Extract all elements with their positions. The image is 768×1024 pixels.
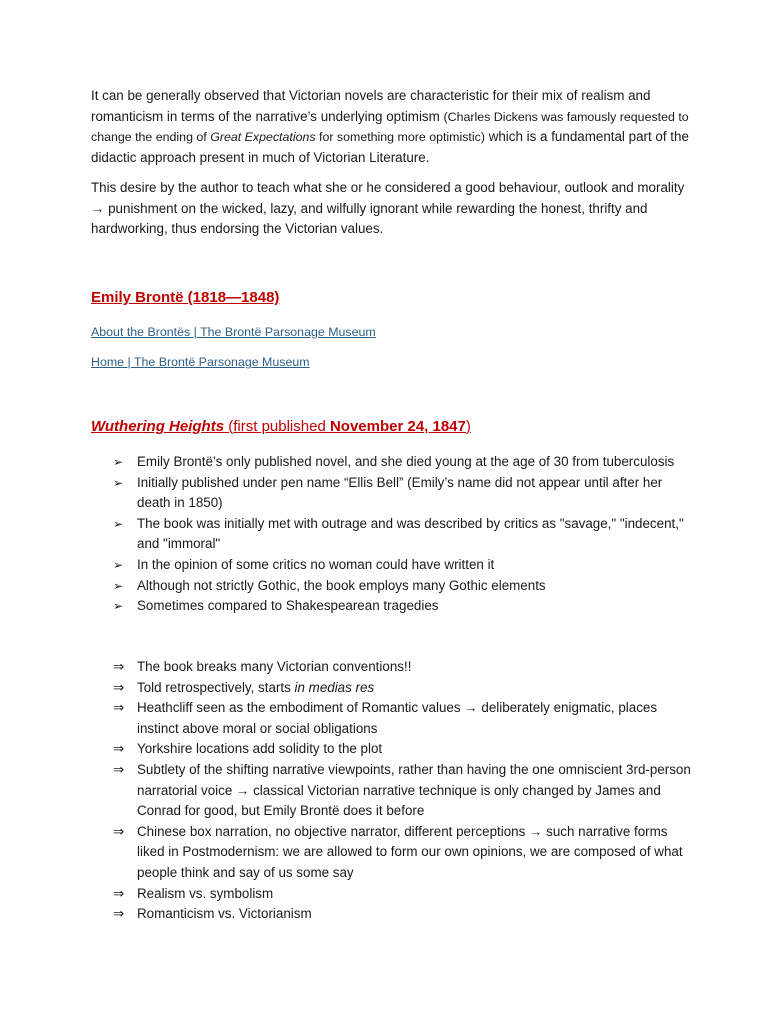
arrowhead-bullet-icon: ➢ (113, 455, 124, 469)
intro-paragraph-2 (91, 178, 691, 240)
list-item-text: The book was initially met with outrage and was described by critics as "savage," "indecent," and "immoral" (137, 515, 684, 552)
double-arrow-icon: ⇒ (113, 659, 125, 674)
list-item-text-end: deliberately enigmatic, places instinct above moral or social obligations (137, 700, 658, 736)
right-arrow-icon: → (91, 200, 105, 216)
wuthering-heights-heading (91, 418, 471, 435)
list-item (113, 822, 693, 884)
dickens-aside-end: for something more optimistic) (315, 130, 485, 144)
list-item-text: Although not strictly Gothic, the book employs many Gothic elements (137, 577, 546, 593)
list-item-text: Emily Brontë’s only published novel, and she died young at the age of 30 from tuberculosis (137, 454, 675, 469)
double-arrow-icon: ⇒ (113, 700, 125, 716)
first-published-label: first published (233, 418, 330, 435)
list-item-text: Sometimes compared to Shakespearean tragedies (137, 598, 439, 614)
list-item-text: Romanticism vs. Victorianism (137, 906, 312, 922)
list-item (113, 904, 693, 925)
list-item (113, 555, 693, 576)
intro-text-end: which is a fundamental part of the didactic approach present in much of Victorian Literature. (91, 129, 689, 165)
wuthering-heights-title: Wuthering Heights (91, 418, 225, 435)
arrowhead-bullet-icon: ➢ (113, 557, 124, 572)
publication-date: November 24, 1847 (329, 418, 466, 435)
list-item (113, 452, 693, 473)
intro-p2-text-end: punishment on the wicked, lazy, and wilfully ignorant while rewarding the honest, thrifty and hardworking, thus endorsing the Victorian values. (91, 200, 648, 236)
dickens-aside-text: (Charles Dickens was famously requested to change the ending of (91, 109, 689, 144)
list-item-text: Yorkshire locations add solidity to the plot (137, 741, 383, 757)
list-item-text: Heathcliff seen as the embodiment of Romantic values (137, 700, 465, 716)
about-brontes-link[interactable]: About the Brontës | The Brontë Parsonage Museum (91, 325, 376, 339)
list-item (113, 473, 693, 514)
list-item (113, 739, 693, 760)
list-item-text: Realism vs. symbolism (137, 885, 274, 901)
double-arrow-icon: ⇒ (113, 741, 125, 757)
list-item (113, 884, 693, 905)
double-arrow-icon: ⇒ (113, 761, 125, 777)
list-item-text: Told retrospectively, starts (137, 679, 295, 695)
list-item (113, 596, 693, 617)
heading-paren-close: ) (465, 418, 471, 435)
list-item-text: Initially published under pen name “Ellis Bell” (Emily’s name did not appear until after her death in 1850) (137, 474, 663, 511)
right-arrow-icon: → (464, 700, 478, 716)
intro-text: It can be generally observed that Victorian novels are characteristic for their mix of realism and romanticism in terms of the narrative’s underlying optimism (91, 88, 651, 124)
arrowhead-bullet-icon: ➢ (113, 578, 124, 593)
right-arrow-icon: → (529, 823, 543, 839)
double-arrow-icon: ⇒ (113, 885, 125, 901)
arrowhead-bullet-icon: ➢ (113, 475, 124, 490)
analysis-arrow-list (113, 657, 693, 925)
in-medias-res-text: in medias res (294, 679, 375, 695)
heading-paren-open: ( (224, 418, 234, 435)
great-expectations-title: Great Expectations (210, 130, 316, 144)
list-item (113, 657, 693, 678)
intro-paragraph-1 (91, 86, 691, 168)
list-item (113, 678, 693, 699)
list-item (113, 514, 693, 555)
list-item (113, 698, 693, 739)
facts-bullet-list (113, 452, 693, 617)
double-arrow-icon: ⇒ (113, 679, 125, 695)
home-parsonage-link[interactable]: Home | The Brontë Parsonage Museum (91, 355, 310, 369)
list-item-text: Chinese box narration, no objective narrator, different perceptions (137, 823, 530, 839)
list-item-text: In the opinion of some critics no woman could have written it (137, 556, 495, 572)
right-arrow-icon: → (236, 782, 250, 798)
list-item (113, 760, 693, 822)
list-item (113, 576, 693, 597)
double-arrow-icon: ⇒ (113, 906, 125, 922)
list-item-text-end: classical Victorian narrative technique is only changed by James and Conrad for good, but Emily Brontë does it before (137, 782, 661, 819)
list-item-text: Subtlety of the shifting narrative viewpoints, rather than having the one omniscient 3rd-person narratorial voice (137, 761, 691, 798)
list-item-text-end: such narrative forms liked in Postmodernism: we are allowed to form our own opinions, we are composed of what people think and say of us some say (137, 823, 683, 880)
double-arrow-icon: ⇒ (113, 823, 125, 839)
arrowhead-bullet-icon: ➢ (113, 599, 124, 614)
list-item-text: The book breaks many Victorian conventions!! (137, 659, 412, 674)
emily-bronte-heading: Emily Brontë (1818—1848) (91, 289, 280, 306)
arrowhead-bullet-icon: ➢ (113, 516, 124, 531)
intro-p2-text: This desire by the author to teach what she or he considered a good behaviour, outlook and morality (91, 180, 685, 195)
